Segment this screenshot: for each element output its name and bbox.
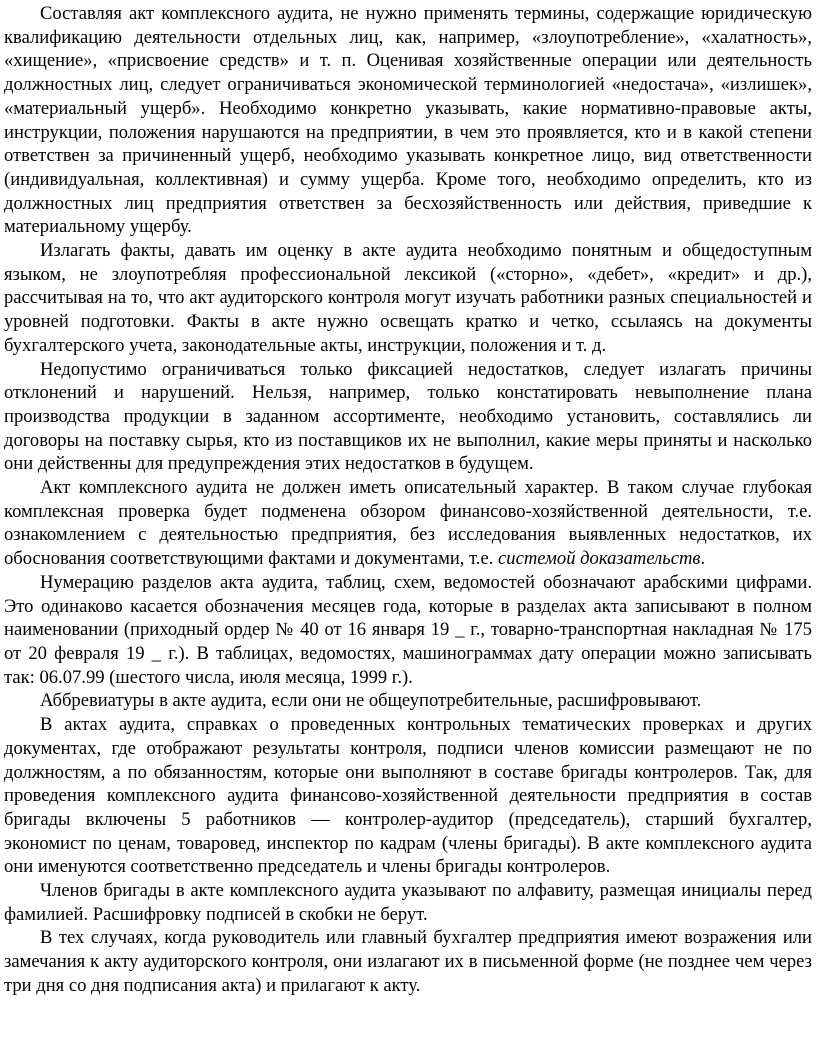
paragraph-tail: .	[700, 548, 706, 570]
paragraph-text: Аббревиатуры в акте аудита, если они не общеупотребительные, расшифровывают.	[40, 690, 702, 712]
paragraph-text: Акт комплексного аудита не должен иметь описательный характер. В таком случае глубокая комплексная проверка будет подменена обзором финансово-хозяйственной деятельности, т.е. ознакомлением с деятельностью предприятия, без исследования выявленных недостатков, их обоснования соответствующими фактами и документами, т.е.	[4, 477, 812, 570]
paragraph-numbering	[4, 571, 812, 690]
paragraph-signatures	[4, 713, 812, 879]
paragraph-alphabetical	[4, 879, 812, 926]
paragraph-abbreviations	[4, 689, 812, 713]
paragraph-text: Нумерацию разделов акта аудита, таблиц, схем, ведомостей обозначают арабскими цифрами. Это одинаково касается обозначения месяцев года, которые в разделах акта записывают в полном наименовании (приходный ордер № 40 от 16 января 19 _ г., товарно-транспортная накладная № 175 от 20 февраля 19 _ г.). В таблицах, ведомостях, машинограммах дату операции можно записывать так: 06.07.99 (шестого числа, июля месяца, 1999 г.).	[4, 571, 812, 688]
paragraph-text: Членов бригады в акте комплексного аудита указывают по алфавиту, размещая инициалы перед фамилией. Расшифровку подписей в скобки не берут.	[4, 880, 812, 925]
paragraph-text: В тех случаях, когда руководитель или главный бухгалтер предприятия имеют возражения или замечания к акту аудиторского контроля, они излагают их в письменной форме (не позднее чем через три дня со дня подписания акта) и прилагают к акту.	[4, 927, 812, 996]
emphasized-term: системой доказательств	[498, 548, 701, 570]
paragraph-descriptive	[4, 476, 812, 571]
paragraph-text: Недопустимо ограничиваться только фиксацией недостатков, следует излагать причины отклонений и нарушений. Нельзя, например, только констатировать невыполнение плана производства продукции в заданном ассортименте, необходимо установить, составлялись ли договоры на поставку сырья, кто из поставщиков их не выполнил, какие меры приняты и насколько они действенны для предупреждения этих недостатков в будущем.	[4, 358, 812, 475]
paragraph-causes	[4, 358, 812, 477]
paragraph-objections	[4, 926, 812, 997]
paragraph-language	[4, 239, 812, 358]
paragraph-text: В актах аудита, справках о проведенных контрольных тематических проверках и других документах, где отображают результаты контроля, подписи членов комиссии размещают не по должностям, а по обязанностям, которые они выполняют в составе бригады контролеров. Так, для проведения комплексного аудита финансово-хозяйственной деятельности предприятия в состав бригады включены 5 работников — контролер-аудитор (председатель), старший бухгалтер, экономист по ценам, товаровед, инспектор по кадрам (члены бригады). В акте комплексного аудита они именуются соответственно председатель и члены бригады контролеров.	[4, 714, 812, 878]
paragraph-text: Составляя акт комплексного аудита, не нужно применять термины, содержащие юридическую квалификацию деятельности отдельных лиц, как, например, «злоупотребление», «халатность», «хищение», «присвоение средств» и т. п. Оценивая хозяйственные операции или деятельность должностных лиц, следует ограничиваться экономической терминологией «недостача», «излишек», «материальный ущерб». Необходимо конкретно указывать, какие нормативно-правовые акты, инструкции, положения нарушаются на предприятии, в чем это проявляется, кто и в какой степени ответствен за причиненный ущерб, необходимо указывать конкретное лицо, вид ответственности (индивидуальная, коллективная) и сумму ущерба. Кроме того, необходимо определить, кто из должностных лиц предприятия ответствен за бесхозяйственность или действия, приведшие к материальному ущербу.	[4, 3, 812, 238]
paragraph-terminology	[4, 2, 812, 239]
paragraph-text: Излагать факты, давать им оценку в акте аудита необходимо понятным и общедоступным языком, не злоупотребляя профессиональной лексикой («сторно», «дебет», «кредит» и др.), рассчитывая на то, что акт аудиторского контроля могут изучать работники разных специальностей и уровней подготовки. Факты в акте нужно освещать кратко и четко, ссылаясь на документы бухгалтерского учета, законодательные акты, инструкции, положения и т. д.	[4, 240, 812, 356]
